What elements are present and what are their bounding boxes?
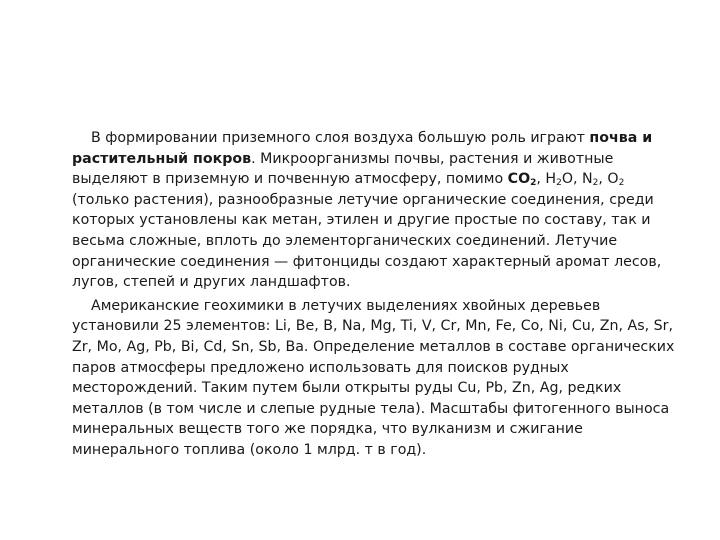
highlight-soil-vegetation: почва и растительный покров xyxy=(72,130,653,167)
paragraph-1: В формировании приземного слоя воздуха большую роль играют почва и растительный покров. Микроорганизмы почвы, растения и животные выделяют в приземную и почвенную атмосферу, помимо $CO_2$, $H_2O$, $N_2$, $O_2$ (только растения), разнообразные летучие органические соединения, среди которых установлены как метан, этилен и другие простые по составу, так и весьма сложные, вплоть до элементорганических соединений. Летучие органические соединения — фитонциды создают характерный аромат лесов, лугов, степей и других ландшафтов. xyxy=(72,130,662,291)
formulas-h2o-n2-o2: , $H_2O$, $N_2$, $O_2$ xyxy=(536,171,625,189)
paragraph-2: Американские геохимики в летучих выделениях хвойных деревьев установили 25 элементов: Li, Be, B, Na, Mg, Ti, V, Cr, Mn, Fe, Co, Ni, Cu, Zn, As, Sr, Zr, Mo, Ag, Pb, Bi, Cd, Sn, Sb, Ba. Определение металлов в составе органических паров атмосферы предложено использовать для поисков рудных месторождений. Таким путем были открыты руды Cu, Pb, Zn, Ag, редких металлов (в том числе и слепые рудные тела). Масштабы фитогенного выноса минеральных веществ того же порядка, что вулканизм и сжигание минерального топлива (около 1 млрд. т в год). xyxy=(72,297,675,458)
text-body xyxy=(72,128,682,464)
formula-co2: $CO_2$ xyxy=(507,171,537,189)
